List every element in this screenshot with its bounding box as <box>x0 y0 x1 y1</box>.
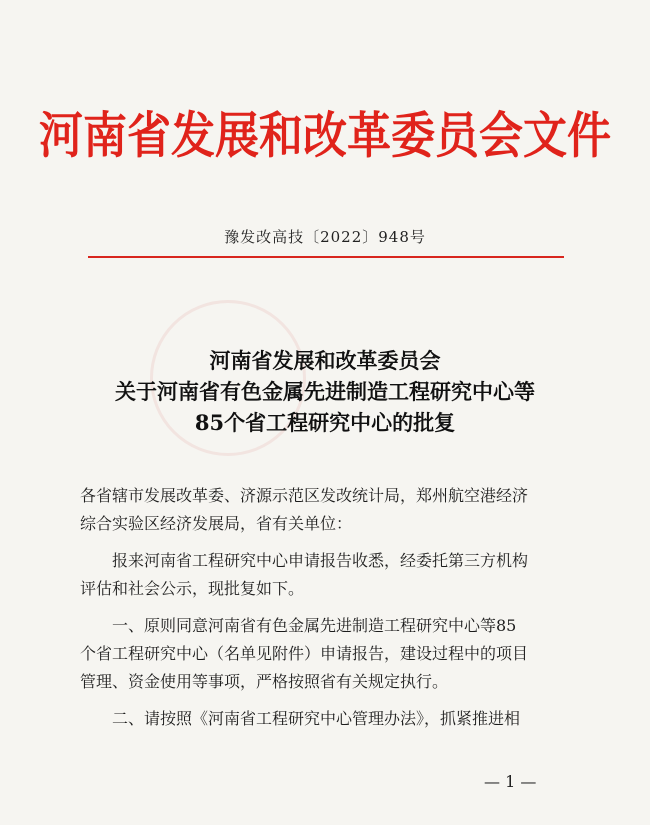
paragraph-2-line-1: 一、原则同意河南省有色金属先进制造工程研究中心等85 <box>112 616 517 635</box>
paragraph-1-line-2: 评估和社会公示，现批复如下。 <box>80 579 305 598</box>
document-number: 豫发改高技〔2022〕948号 <box>224 228 426 246</box>
reply-title-line-3: 85个省工程研究中心的批复 <box>194 410 456 435</box>
paragraph-2-line-3: 管理、资金使用等事项，严格按照省有关规定执行。 <box>80 672 449 691</box>
red-divider-line <box>88 256 564 258</box>
paragraph-approval <box>80 612 572 696</box>
paragraph-3-line-1: 二、请按照《河南省工程研究中心管理办法》，抓紧推进相 <box>112 709 521 728</box>
issuer-header-title: 河南省发展和改革委员会文件 <box>39 107 611 165</box>
paragraph-management <box>80 705 572 733</box>
page-number: — 1 — <box>484 772 537 791</box>
reply-title-line-1: 河南省发展和改革委员会 <box>209 348 441 373</box>
paragraph-1-line-1: 报来河南省工程研究中心申请报告收悉，经委托第三方机构 <box>112 551 529 570</box>
document-body <box>80 482 572 742</box>
addressee-line-1: 各省辖市发展改革委、济源示范区发改统计局，郑州航空港经济 <box>80 486 529 505</box>
paragraph-2-line-2: 个省工程研究中心（名单见附件）申请报告，建设过程中的项目 <box>80 644 529 663</box>
reply-title-line-2: 关于河南省有色金属先进制造工程研究中心等 <box>115 379 535 404</box>
addressee-line-2: 综合实验区经济发展局，省有关单位： <box>80 514 353 533</box>
paragraph-report-received <box>80 547 572 603</box>
addressee-paragraph <box>80 482 572 538</box>
reply-title <box>0 345 650 438</box>
